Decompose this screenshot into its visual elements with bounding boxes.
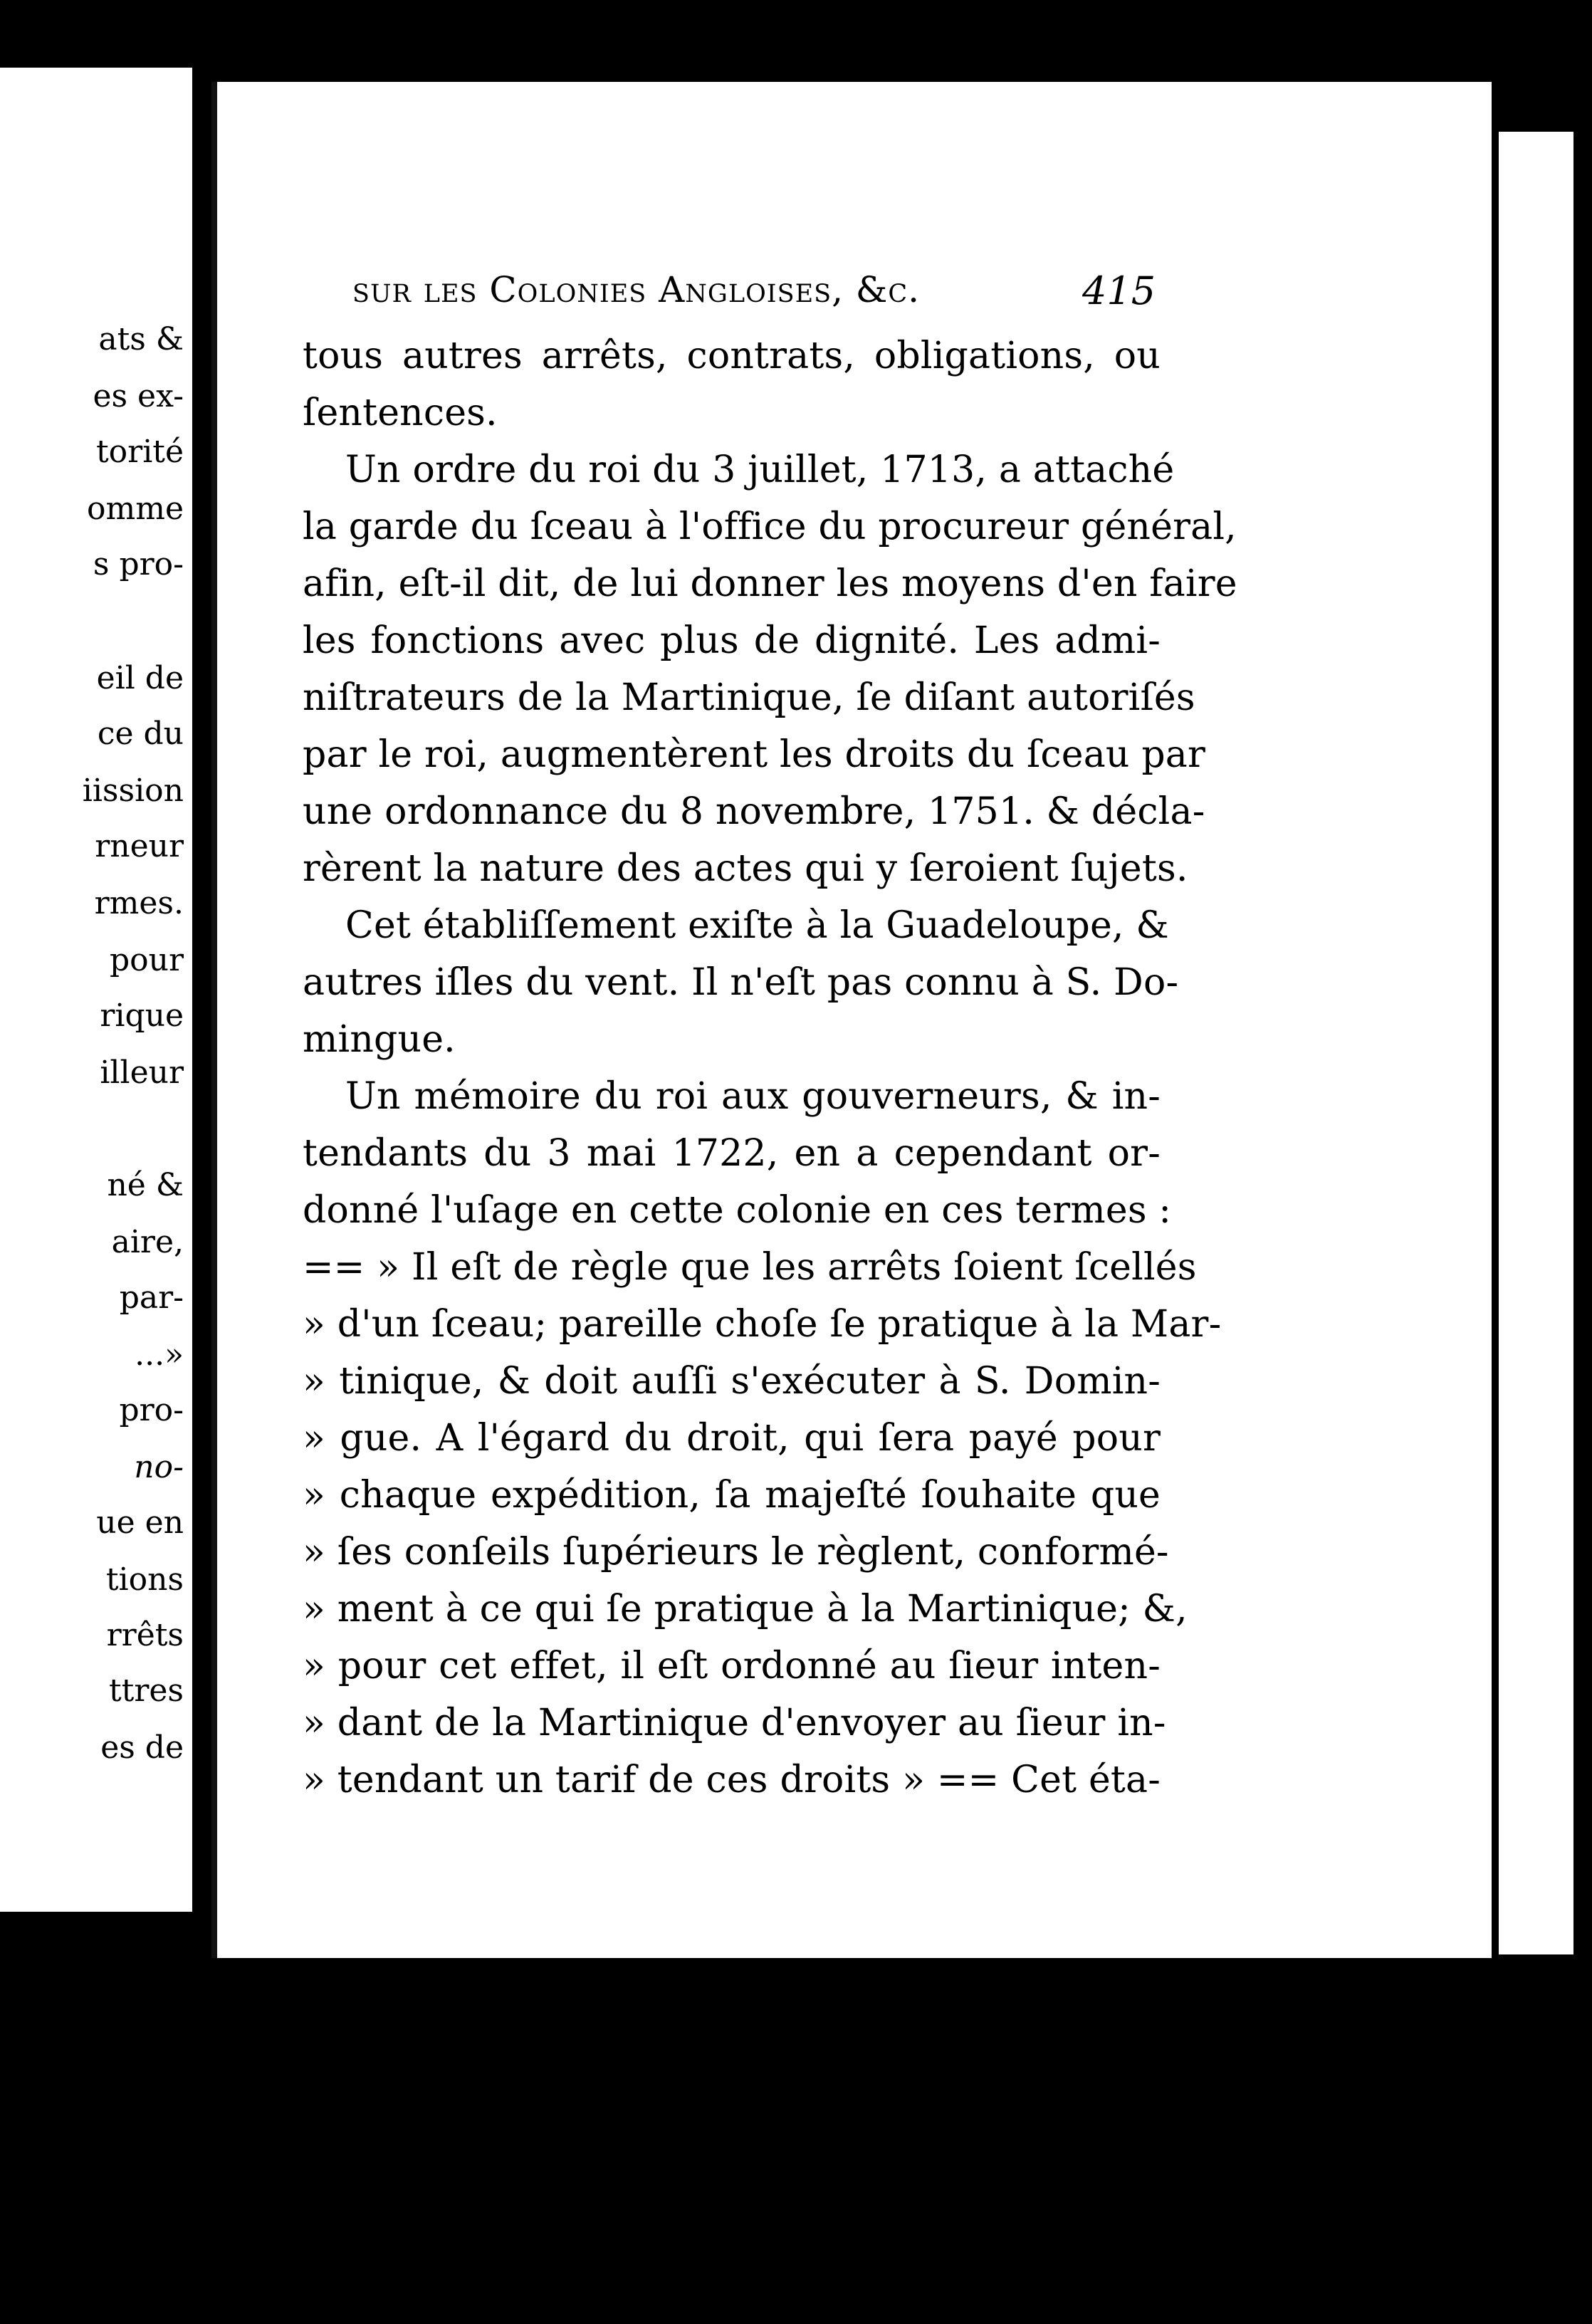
left-fragment-line: no- bbox=[134, 1449, 184, 1485]
text-line: » dant de la Martinique d'envoyer au ſieur in- bbox=[303, 1702, 1166, 1744]
text-line: mingue. bbox=[303, 1018, 456, 1061]
text-line: niſtrateurs de la Martinique, ſe diſant autoriſés bbox=[303, 676, 1195, 719]
text-line: rèrent la nature des actes qui y ſeroient ſujets. bbox=[303, 847, 1188, 890]
text-line: » pour cet effet, il eſt ordonné au ſieur inten- bbox=[303, 1645, 1161, 1687]
left-fragment-line: es de bbox=[100, 1729, 184, 1766]
left-fragment-line: omme bbox=[87, 491, 184, 527]
text-line: » chaque expédition, ſa majeſté ſouhaite que bbox=[303, 1474, 1161, 1517]
text-line: Un mémoire du roi aux gouverneurs, & in- bbox=[345, 1075, 1161, 1118]
left-fragment-line: tions bbox=[105, 1561, 184, 1598]
running-head: sur les Colonies Angloises, &c. bbox=[352, 269, 921, 310]
left-fragment-line: rrêts bbox=[106, 1617, 184, 1653]
text-line: autres iſles du vent. Il n'eſt pas connu à S. Do- bbox=[303, 961, 1179, 1004]
text-line: tendants du 3 mai 1722, en a cependant or- bbox=[303, 1132, 1161, 1175]
text-line: » tendant un tarif de ces droits » == Cet éta- bbox=[303, 1759, 1161, 1801]
text-line: » tinique, & doit auſſi s'exécuter à S. Domin- bbox=[303, 1360, 1161, 1403]
text-line: » d'un ſceau; pareille choſe ſe pratique à la Mar- bbox=[303, 1303, 1222, 1346]
left-fragment-line: ue en bbox=[96, 1504, 184, 1541]
page-number: 415 bbox=[1082, 268, 1156, 313]
left-fragment-line: pour bbox=[109, 942, 184, 978]
left-fragment-line: iission bbox=[82, 773, 184, 809]
text-line: les fonctions avec plus de dignité. Les admi- bbox=[303, 619, 1161, 662]
left-fragment-line: torité bbox=[96, 434, 184, 470]
left-fragment-line: rique bbox=[100, 998, 184, 1034]
text-line: la garde du ſceau à l'office du procureur général, bbox=[303, 506, 1237, 548]
text-line: par le roi, augmentèrent les droits du ſceau par bbox=[303, 733, 1206, 776]
left-fragment-line: ...» bbox=[135, 1336, 184, 1373]
text-line: une ordonnance du 8 novembre, 1751. & décla- bbox=[303, 790, 1205, 833]
left-fragment-line: rneur bbox=[95, 828, 184, 864]
left-fragment-line: illeur bbox=[100, 1054, 184, 1091]
left-fragment-line: ttres bbox=[108, 1673, 184, 1709]
left-fragment-line: es ex- bbox=[93, 378, 184, 414]
left-fragment-line: né & bbox=[107, 1167, 184, 1203]
left-fragment-line: eil de bbox=[96, 660, 184, 696]
left-fragment-line: ce du bbox=[97, 716, 184, 752]
left-fragment-line: rmes. bbox=[94, 885, 184, 921]
left-fragment-line: s pro- bbox=[93, 546, 184, 582]
text-line: afin, eſt-il dit, de lui donner les moyens d'en faire bbox=[303, 562, 1237, 605]
next-page-edge bbox=[1499, 132, 1573, 1954]
left-fragment-line: aire, bbox=[111, 1224, 184, 1260]
left-fragment-line: par- bbox=[119, 1279, 184, 1316]
text-line: donné l'uſage en cette colonie en ces termes : bbox=[303, 1189, 1172, 1232]
text-line: Un ordre du roi du 3 juillet, 1713, a attaché bbox=[345, 449, 1175, 491]
text-line: == » Il eſt de règle que les arrêts ſoient ſcellés bbox=[303, 1246, 1197, 1289]
text-line: » ment à ce qui ſe pratique à la Martinique; &, bbox=[303, 1588, 1188, 1631]
text-line: ſentences. bbox=[303, 392, 498, 434]
left-fragment-line: pro- bbox=[119, 1392, 184, 1428]
text-line: » ſes conſeils ſupérieurs le règlent, conformé- bbox=[303, 1531, 1169, 1574]
text-line: Cet établiſſement exiſte à la Guadeloupe, & bbox=[345, 904, 1169, 947]
left-page-fragment bbox=[0, 68, 192, 1912]
text-line: » gue. A l'égard du droit, qui ſera payé pour bbox=[303, 1417, 1161, 1460]
left-fragment-line: ats & bbox=[98, 321, 184, 357]
text-line: tous autres arrêts, contrats, obligations, ou bbox=[303, 335, 1161, 377]
